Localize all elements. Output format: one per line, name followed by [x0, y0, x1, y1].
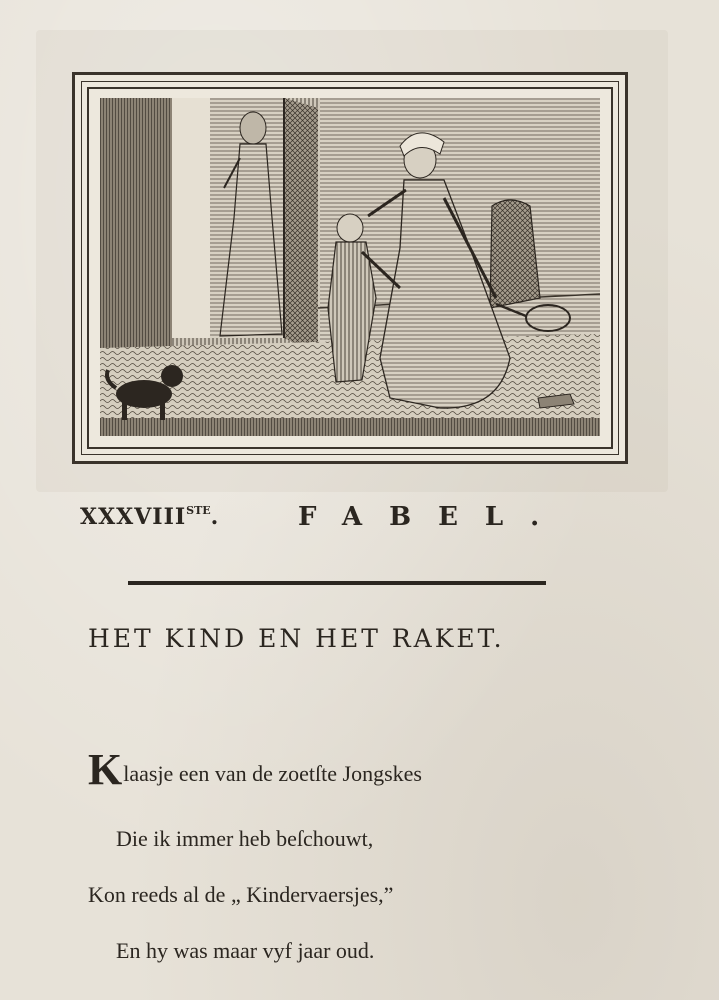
verse-line-1: Klaasje een van de zoetſte Jongskes: [88, 745, 422, 794]
section-rule: [128, 581, 546, 585]
verse-line-3: Kon reeds al de „ Kindervaersjes,”: [88, 882, 394, 907]
verse-line-4: En hy was maar vyf jaar oud.: [116, 938, 375, 963]
engraving-illustration: [100, 98, 600, 436]
drop-cap: K: [88, 745, 123, 794]
fable-subtitle: HET KIND EN HET RAKET.: [88, 624, 505, 653]
fable-number: XXXVIIISTE.: [80, 504, 220, 530]
fable-heading: [80, 500, 640, 540]
fable-title-word: FABEL.: [298, 502, 567, 532]
verse-line-2: Die ik immer heb beſchouwt,: [116, 826, 374, 851]
